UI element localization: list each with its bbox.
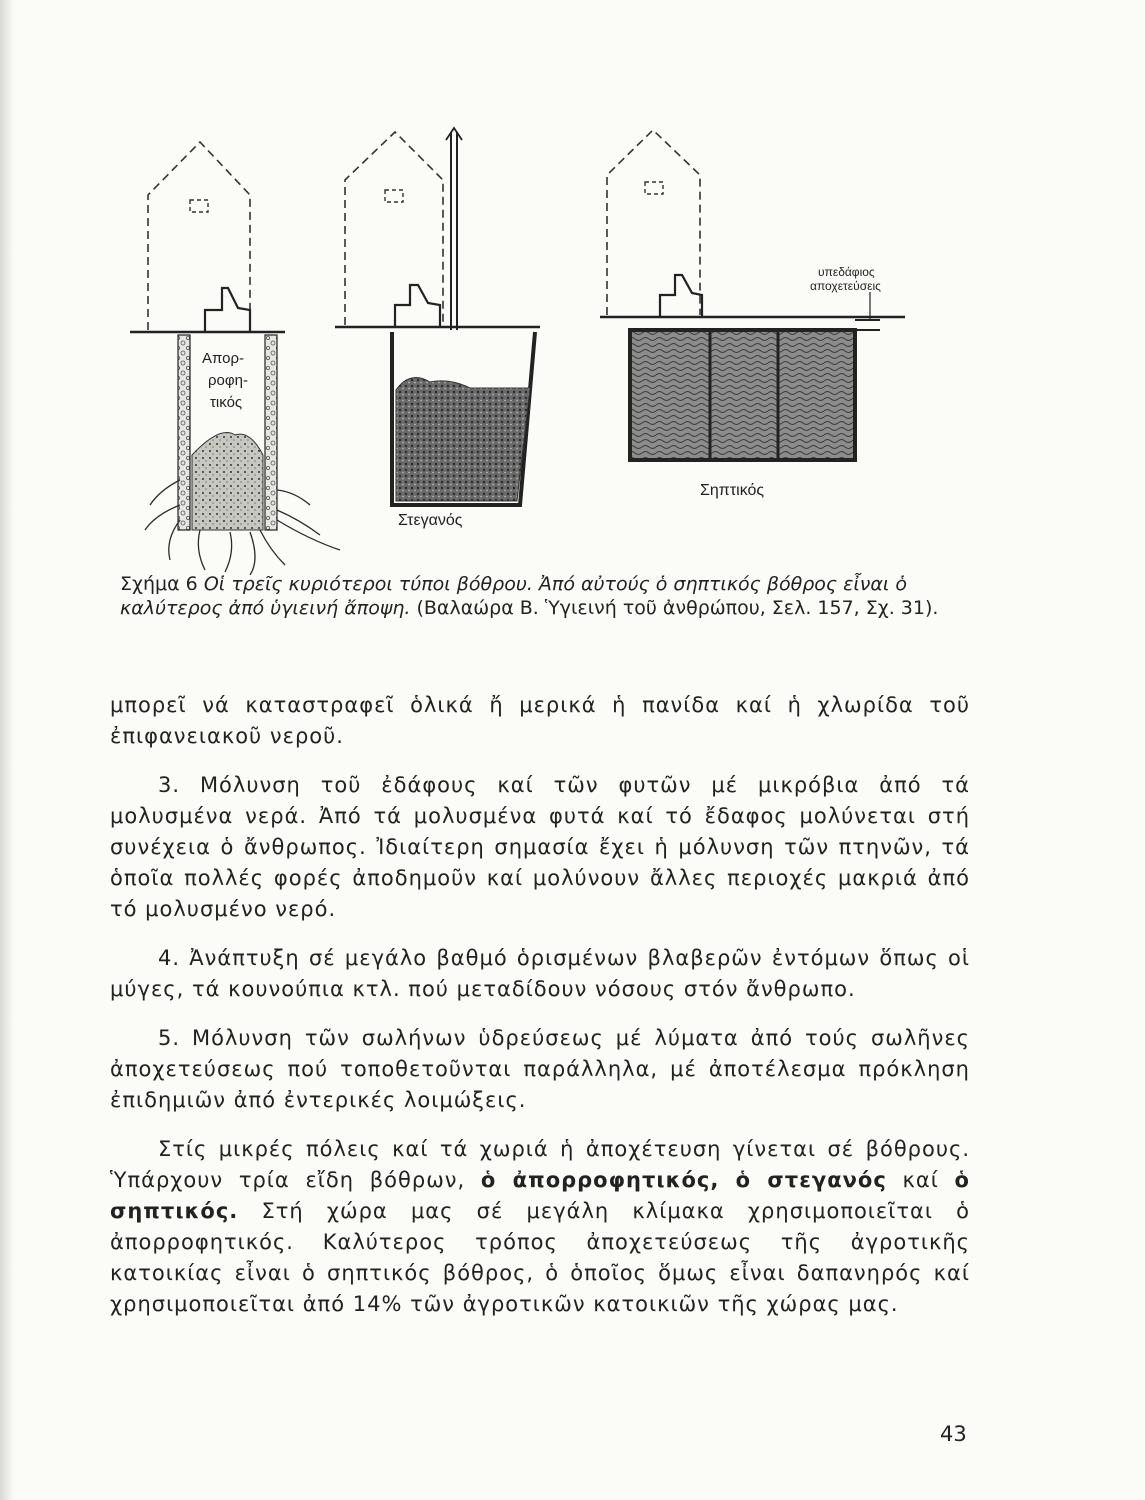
sealed-tank-content	[396, 378, 530, 502]
label-absorbent-3: τικός	[210, 394, 243, 411]
toilet-seat-3	[660, 275, 702, 317]
septic-tank-outline	[630, 330, 855, 460]
p6-text-a: Στίς μικρές πόλεις καί τά χωριά ἡ ἀποχέτευση γίνεται σέ βόθρους. Ὑπάρχουν τρία εἴδη βόθρων,	[110, 1137, 970, 1192]
house-window-2	[385, 190, 403, 202]
paragraph-item-3: 3. Μόλυνση τοῦ ἐδάφους καί τῶν φυτῶν μέ μικρόβια ἀπό τά μολυσμένα νερά. Ἀπό τά μολυσμένα φυτά καί τό ἔδαφος μολύνεται στή συνέχεια ὁ ἄνθρωπος. Ἰδιαίτερη σημασία ἔχει ἡ μόλυνση τῶν πτηνῶν, τά ὁποῖα πολλές φορές ἀποδημοῦν καί μολύνουν ἄλλες περιοχές μακριά ἀπό τό μολυσμένο νερό.	[110, 773, 970, 921]
label-septic: Σηπτικός	[700, 482, 765, 499]
label-absorbent-1: Απορ-	[202, 350, 245, 367]
caption-text: Οἱ τρεῖς κυριότεροι τύποι βόθρου. Ἀπό αὐτούς ὁ σηπτικός βόθρος εἶναι ὁ καλύτερος ἀπό ὑγιεινή ἄποψη.	[120, 573, 908, 619]
p6-bold-2: ὁ σηπτικός.	[110, 1168, 970, 1223]
label-sewer-floor-1: υπεδάφιος	[818, 265, 875, 279]
label-sealed: Στεγανός	[398, 512, 463, 529]
figure-caption	[120, 572, 965, 620]
house-outline-2	[345, 132, 443, 325]
caption-reference: (Βαλαώρα Β. Ὑγιεινή τοῦ ἀνθρώπου, Σελ. 157, Σχ. 31).	[416, 597, 939, 619]
paragraph-cesspits	[110, 1134, 970, 1320]
p6-and: καί	[902, 1168, 939, 1192]
paragraph-continuation: μπορεῖ νά καταστραφεῖ ὁλικά ἤ μερικά ἡ πανίδα καί ἡ χλωρίδα τοῦ ἐπιφανειακοῦ νεροῦ.	[110, 693, 970, 748]
absorbent-pit-diagram	[130, 142, 340, 575]
house-outline-3	[607, 130, 700, 315]
p6-text-c: Στή χώρα μας σέ μεγάλη κλίμακα χρησιμοποιεῖται ὁ ἀπορροφητικός. Καλύτερος τρόπος ἀποχετεύσεως τῆς ἀγροτικῆς κατοικίας εἶναι ὁ σηπτικός βόθρος, ὁ ὁποῖος ὅμως εἶναι δαπανηρός καί χρησιμοποιεῖται ἀπό 14% τῶν ἀγροτικῶν κατοικιῶν τῆς χώρας μας.	[110, 1199, 970, 1316]
paragraph-item-4: 4. Ἀνάπτυξη σέ μεγάλο βαθμό ὁρισμένων βλαβερῶν ἐντόμων ὅπως οἱ μύγες, τά κουνούπια κτλ. πού μεταδίδουν νόσους στόν ἄνθρωπο.	[110, 946, 970, 1001]
caption-figure-number: Σχήμα 6	[120, 573, 198, 595]
pit-wall-right-1	[265, 335, 277, 530]
body-text	[110, 690, 970, 1320]
svg-text:Απορ- ροφη- τικός	[202, 350, 252, 411]
house-window-1	[190, 200, 208, 212]
toilet-seat-1	[205, 288, 250, 332]
pit-wall-left-1	[178, 335, 190, 530]
label-sewer-floor-2: αποχετεύσεις	[810, 279, 881, 293]
cesspit-types-figure	[110, 120, 930, 575]
septic-tank-diagram	[600, 130, 905, 499]
label-absorbent-2: ροφη-	[208, 372, 248, 389]
house-window-3	[645, 182, 663, 194]
page-gutter-shadow	[0, 0, 14, 1500]
page-number: 43	[940, 1422, 967, 1446]
svg-text:υπεδάφιος αποχετεύσεις	[810, 265, 881, 293]
toilet-seat-2	[395, 285, 440, 327]
sealed-pit-diagram	[335, 128, 540, 529]
p6-bold-1: ὁ ἀπορροφητικός, ὁ στεγανός	[480, 1168, 887, 1192]
paragraph-item-5: 5. Μόλυνση τῶν σωλήνων ὑδρεύσεως μέ λύματα ἀπό τούς σωλῆνες ἀποχετεύσεως πού τοποθετοῦνται παράλληλα, μέ ἀποτέλεσμα πρόκληση ἐπιδημιῶν ἀπό ἐντερικές λοιμώξεις.	[110, 1026, 970, 1112]
waste-mound-1	[192, 433, 263, 531]
